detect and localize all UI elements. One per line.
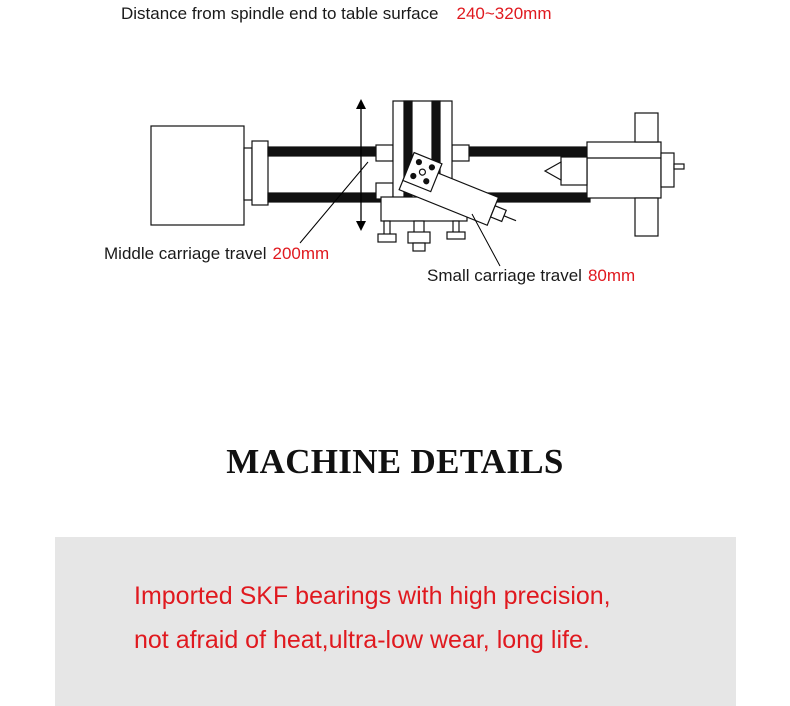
spindle-collar [252,141,268,205]
tailstock-body [587,142,661,198]
tailstock-center [545,162,561,180]
handwheel-right [447,232,465,239]
handwheel-left-stem [384,221,390,235]
spindle-distance-text: Distance from spindle end to table surface [121,4,439,23]
handwheel-mid-stem [414,221,424,233]
handwheel-mid-knob [413,243,425,251]
small-carriage-text: Small carriage travel [427,266,582,285]
tailstock-handle [674,164,684,169]
middle-carriage-text: Middle carriage travel [104,244,267,263]
handwheel-mid [408,232,430,243]
feature-panel [55,537,736,706]
headstock-box [151,126,244,225]
handwheel-right-stem [453,221,459,233]
feature-line-1: Imported SKF bearings with high precision, [134,582,611,610]
tailstock-clamp-top [635,113,658,142]
spindle-flange [244,148,252,200]
small-carriage-label [427,267,635,284]
spindle-distance-value: 240~320mm [456,4,552,23]
small-carriage-value: 80mm [587,266,636,285]
tailstock-quill [561,157,587,185]
tailstock-clamp-bottom [635,198,658,236]
right-upper-clamp [452,145,469,161]
handwheel-left [378,234,396,242]
feature-line-2: not afraid of heat,ultra-low wear, long life. [134,626,590,654]
middle-carriage-value: 200mm [272,244,330,263]
left-upper-clamp [376,145,393,161]
tailstock-wheel [661,153,674,187]
middle-carriage-label [104,245,329,262]
section-title: MACHINE DETAILS [226,442,564,481]
